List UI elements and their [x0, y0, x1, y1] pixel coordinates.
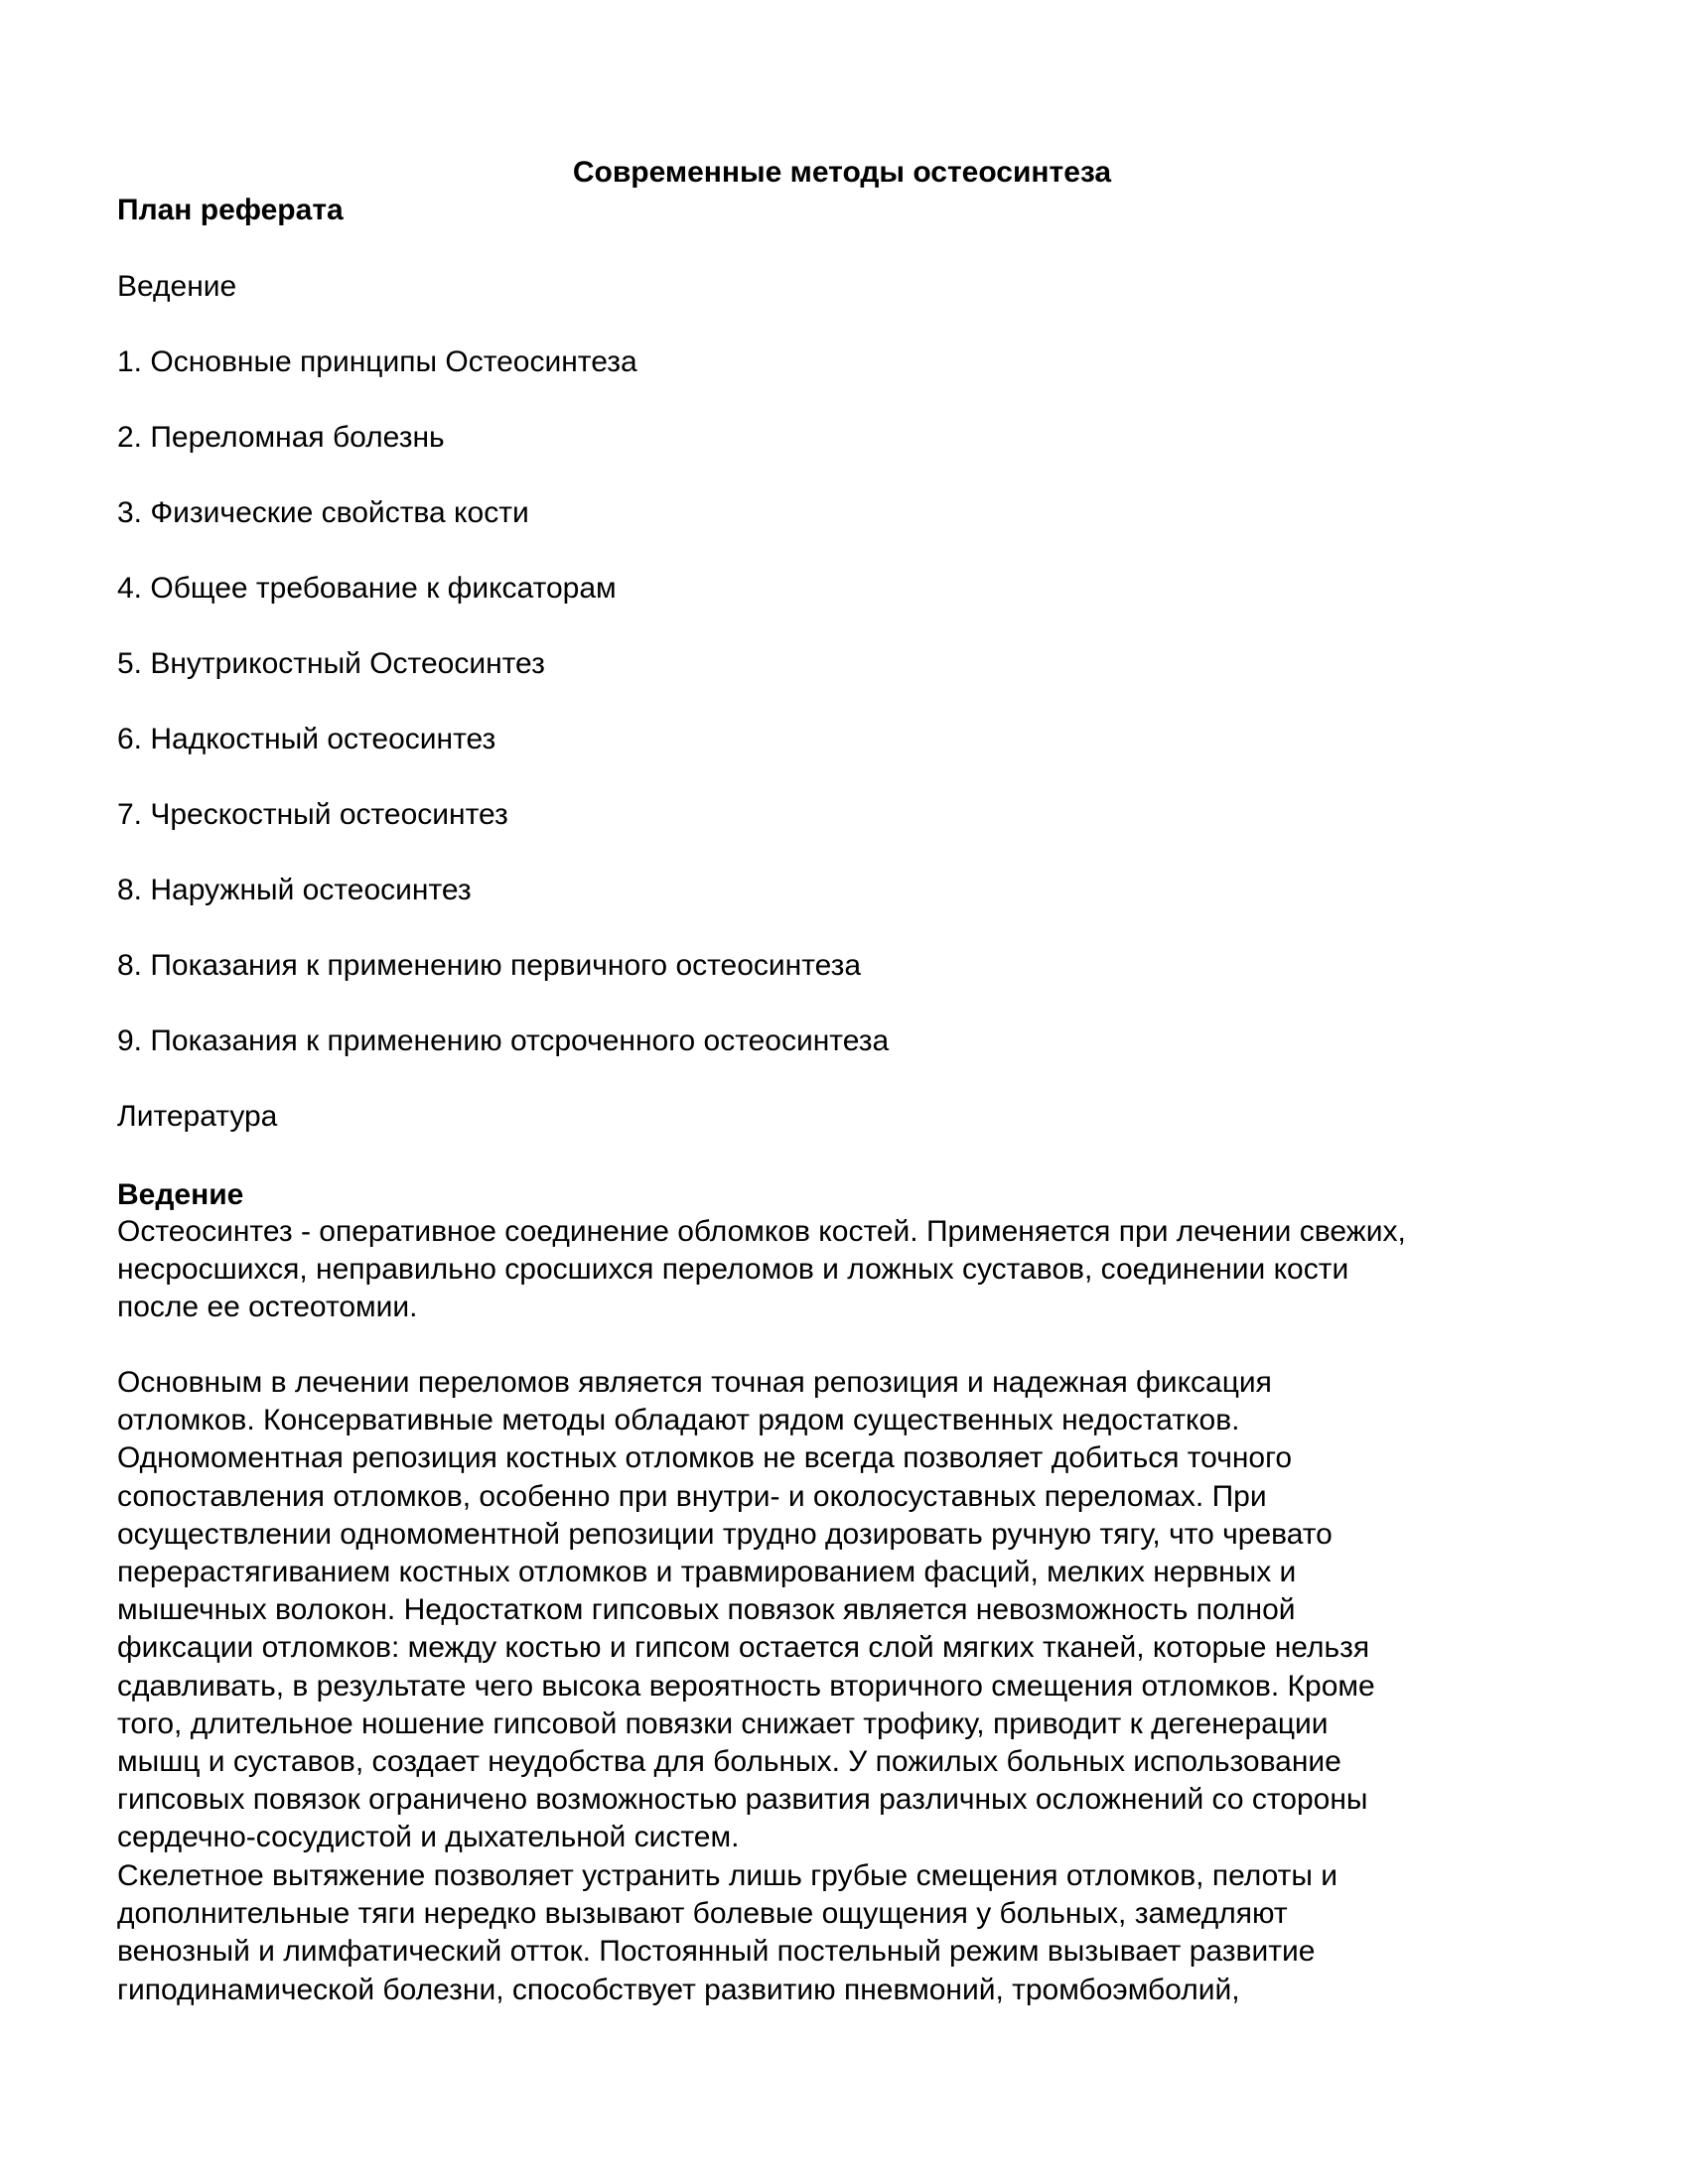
text-line: дополнительные тяги нередко вызывают болевые ощущения у больных, замедляют [117, 1897, 1288, 1931]
text-line: Одномоментная репозиция костных отломков не всегда позволяет добиться точного [117, 1441, 1293, 1475]
plan-item-2: 2. Переломная болезнь [117, 421, 445, 454]
plan-item-5: 5. Внутрикостный Остеосинтез [117, 647, 545, 680]
text-line: венозный и лимфатический отток. Постоянный постельный режим вызывает развитие [117, 1935, 1316, 1969]
plan-item-literature: Литература [117, 1100, 278, 1133]
text-line: перерастягиванием костных отломков и травмированием фасций, мелких нервных и [117, 1556, 1297, 1589]
plan-item-8b: 8. Показания к применению первичного остеосинтеза [117, 949, 862, 982]
paragraph-skeletal-traction [117, 1857, 1577, 2009]
text-line: сердечно-сосудистой и дыхательной систем. [117, 1821, 740, 1854]
text-line: Скелетное вытяжение позволяет устранить лишь грубые смещения отломков, пелоты и [117, 1859, 1338, 1892]
text-line: гипсовых повязок ограничено возможностью развития различных осложнений со стороны [117, 1783, 1368, 1817]
plan-item-6: 6. Надкостный остеосинтез [117, 723, 496, 755]
text-line: гиподинамической болезни, способствует развитию пневмоний, тромбоэмболий, [117, 1973, 1240, 2006]
introduction-heading: Ведение [117, 1178, 244, 1211]
text-line: Основным в лечении переломов является точная репозиция и надежная фиксация [117, 1366, 1272, 1399]
text-line: Остеосинтез - оперативное соединение обломков костей. Применяется при лечении свежих, [117, 1215, 1406, 1248]
text-line: мышечных волокон. Недостатком гипсовых повязок является невозможность полной [117, 1593, 1296, 1627]
plan-heading: План реферата [117, 194, 344, 226]
text-line: после ее остеотомии. [117, 1291, 418, 1324]
document-title: Современные методы остеосинтеза [572, 156, 1112, 189]
text-line: сопоставления отломков, особенно при внутри- и околосуставных переломах. При [117, 1479, 1267, 1513]
plan-item-7: 7. Чрескостный остеосинтез [117, 798, 508, 831]
plan-item-8: 8. Наружный остеосинтез [117, 874, 472, 906]
paragraph-conservative-methods [117, 1364, 1577, 1857]
paragraph-definition [117, 1213, 1577, 1327]
text-line: несросшихся, неправильно сросшихся переломов и ложных суставов, соединении кости [117, 1253, 1349, 1287]
plan-item-9: 9. Показания к применению отсроченного остеосинтеза [117, 1024, 890, 1057]
text-line: сдавливать, в результате чего высока вероятность вторичного смещения отломков. Кроме [117, 1669, 1375, 1703]
plan-item-3: 3. Физические свойства кости [117, 496, 529, 529]
document-page [117, 0, 1577, 2184]
text-line: фиксации отломков: между костью и гипсом остается слой мягких тканей, которые нельзя [117, 1631, 1370, 1665]
plan-item-1: 1. Основные принципы Остеосинтеза [117, 345, 637, 378]
text-line: мышц и суставов, создает неудобства для больных. У пожилых больных использование [117, 1745, 1341, 1779]
text-line: отломков. Консервативные методы обладают рядом существенных недостатков. [117, 1404, 1240, 1437]
plan-item-introduction: Ведение [117, 270, 237, 303]
text-line: осуществлении одномоментной репозиции трудно дозировать ручную тягу, что чревато [117, 1517, 1333, 1551]
text-line: того, длительное ношение гипсовой повязки снижает трофику, приводит к дегенерации [117, 1706, 1329, 1740]
plan-item-4: 4. Общее требование к фиксаторам [117, 572, 617, 605]
